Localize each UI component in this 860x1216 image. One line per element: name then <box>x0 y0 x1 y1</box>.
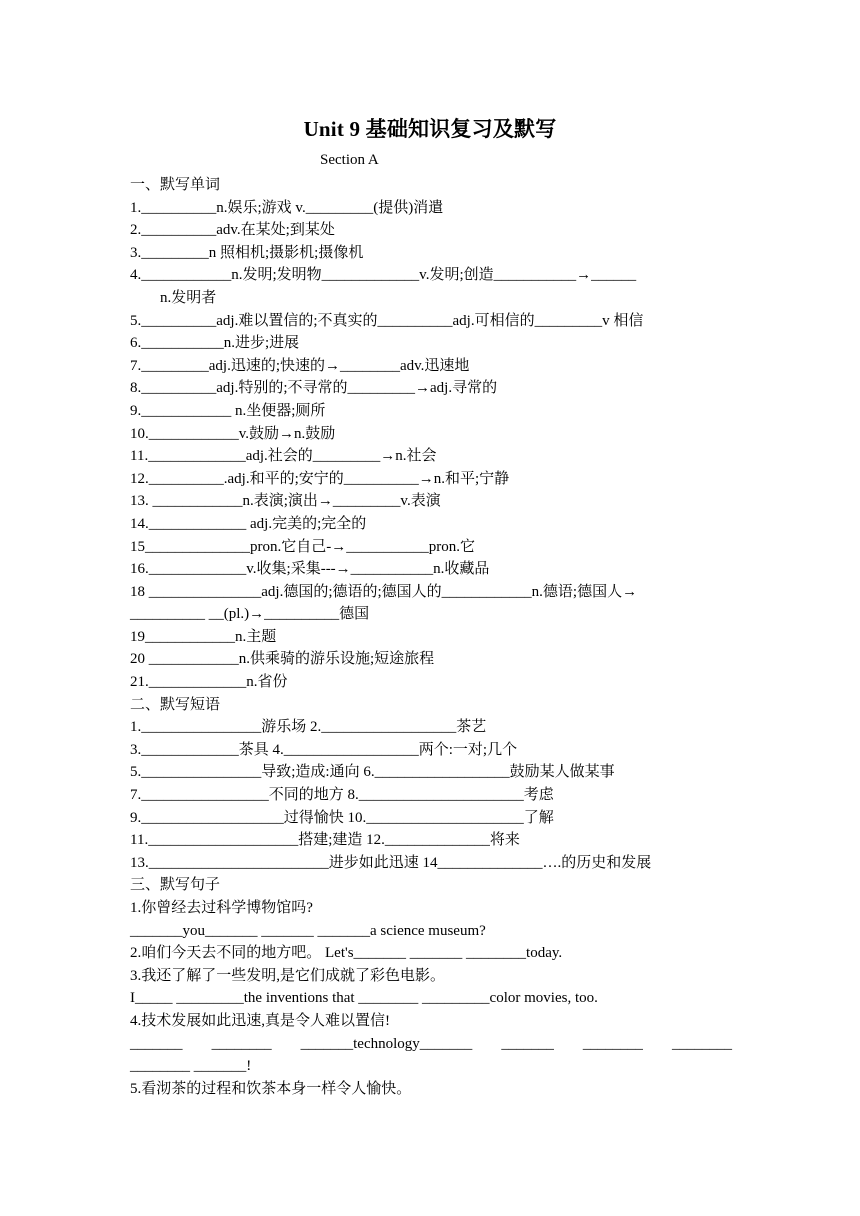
blank-segment: ________ <box>211 1035 272 1052</box>
worksheet-line: 3.我还了解了一些发明,是它们成就了彩色电影。 <box>130 967 446 984</box>
worksheet-line: ________ _______! <box>130 1058 252 1075</box>
worksheet-line: _______you_______ _______ _______a science museum? <box>130 922 486 939</box>
worksheet-line: 4.____________n.发明;发明物_____________v.发明;创造___________→______ <box>130 267 637 284</box>
worksheet-line: 4.技术发展如此迅速,真是令人难以置信! <box>130 1012 390 1029</box>
section-heading: 二、默写短语 <box>130 696 221 713</box>
section-heading: 一、默写单词 <box>130 177 221 193</box>
worksheet-line: 1.________________游乐场 2.__________________茶艺 <box>130 719 487 736</box>
worksheet-line: __________ __(pl.)→__________德国 <box>130 606 370 623</box>
worksheet-line: I_____ _________the inventions that ________ _________color movies, too. <box>130 990 598 1007</box>
worksheet-line: 16._____________v.收集;采集---→___________n.收藏品 <box>130 561 490 578</box>
worksheet-line: 5.__________adj.难以置信的;不真实的__________adj.可相信的_________v 相信 <box>130 312 644 329</box>
worksheet-line: 11.____________________搭建;建造 12.______________将来 <box>130 832 520 849</box>
worksheet-line: 11._____________adj.社会的_________→n.社会 <box>130 448 437 465</box>
blank-segment: _______ <box>130 1035 183 1052</box>
worksheet-line: 20 ____________n.供乘骑的游乐设施;短途旅程 <box>130 651 435 668</box>
worksheet-line: 9.___________________过得愉快 10._____________________了解 <box>130 809 554 826</box>
worksheet-line: 13. ____________n.表演;演出→_________v.表演 <box>130 493 441 510</box>
worksheet-line: 7._________adj.迅速的;快速的→________adv.迅速地 <box>130 357 470 374</box>
worksheet-line: 14._____________ adj.完美的;完全的 <box>130 515 367 532</box>
worksheet-line: 1.__________n.娱乐;游戏 v._________(提供)消遣 <box>130 199 444 216</box>
worksheet-line: n.发明者 <box>160 289 217 306</box>
page-title: Unit 9 基础知识复习及默写 <box>303 117 557 141</box>
blank-segment: ________ <box>582 1035 643 1052</box>
worksheet-line: 7._________________不同的地方 8.______________________考虑 <box>130 787 554 804</box>
section-label: Section A <box>320 152 379 168</box>
blank-segment: ________ <box>671 1035 732 1052</box>
worksheet-lines <box>130 174 732 1100</box>
worksheet-line: 5.________________导致;造成:通向 6.__________________鼓励某人做某事 <box>130 764 615 781</box>
worksheet-line: 19____________n.主题 <box>130 628 277 645</box>
worksheet-line: 6.___________n.进步;进展 <box>130 335 300 352</box>
worksheet-line: 21._____________n.省份 <box>130 674 288 691</box>
worksheet-line: 10.____________v.鼓励→n.鼓励 <box>130 425 336 442</box>
worksheet-line: 5.看沏茶的过程和饮茶本身一样令人愉快。 <box>130 1080 412 1097</box>
worksheet-line: 3._________n 照相机;摄影机;摄像机 <box>130 244 364 261</box>
section-heading: 三、默写句子 <box>130 877 221 894</box>
worksheet-line: 15______________pron.它自己-→___________pron.它 <box>130 538 475 555</box>
worksheet-line: 13.________________________进步如此迅速 14______________….的历史和发展 <box>130 854 652 871</box>
worksheet-line <box>130 1033 732 1056</box>
worksheet-line: 9.____________ n.坐便器;厕所 <box>130 402 326 419</box>
worksheet-line: 1.你曾经去过科学博物馆吗? <box>130 900 313 916</box>
worksheet-line: 2.咱们今天去不同的地方吧。 Let's_______ _______ ________today. <box>130 945 563 962</box>
blank-segment: _______ <box>501 1035 554 1052</box>
worksheet-line: 12.__________.adj.和平的;安宁的__________→n.和平;宁静 <box>130 470 510 487</box>
worksheet-line: 3._____________茶具 4.__________________两个:一对;几个 <box>130 741 518 758</box>
worksheet-line: 8.__________adj.特别的;不寻常的_________→adj.寻常的 <box>130 380 498 397</box>
worksheet-line: 2.__________adv.在某处;到某处 <box>130 222 335 239</box>
worksheet-line: 18 _______________adj.德国的;德语的;德国人的____________n.德语;德国人→ <box>130 583 638 600</box>
blank-segment: _______technology_______ <box>300 1035 473 1052</box>
